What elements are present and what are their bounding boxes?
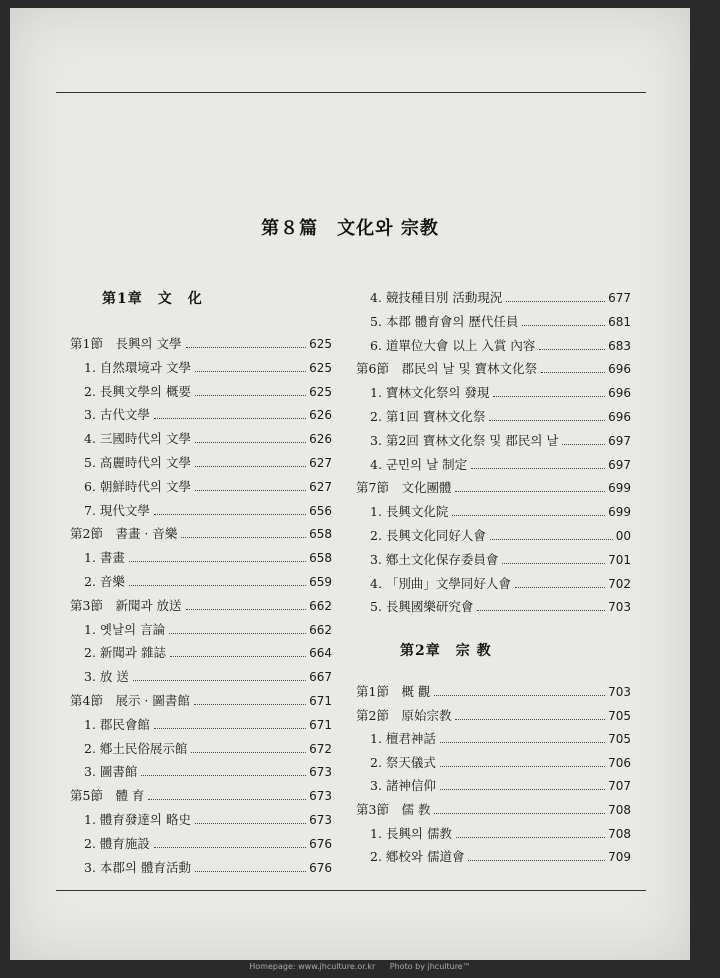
leader-dots bbox=[489, 420, 605, 421]
leader-dots bbox=[129, 585, 306, 586]
toc-entry-label: 1. 長興의 儒教 bbox=[370, 825, 452, 841]
leader-dots bbox=[154, 847, 306, 848]
toc-subentry bbox=[356, 407, 631, 429]
toc-entry-label: 第3節 儒 教 bbox=[356, 802, 431, 817]
toc-page-number: 676 bbox=[309, 836, 332, 851]
leader-dots bbox=[506, 301, 605, 302]
toc-subentry bbox=[70, 739, 332, 761]
toc-page-number: 681 bbox=[608, 314, 631, 329]
top-rule bbox=[56, 92, 646, 93]
toc-entry-label: 7. 現代文學 bbox=[84, 502, 150, 518]
toc-section bbox=[70, 334, 332, 356]
leader-dots bbox=[194, 704, 306, 705]
toc-subentry bbox=[356, 776, 631, 798]
toc-entry-label: 第2節 原始宗教 bbox=[356, 707, 452, 723]
toc-page-number: 677 bbox=[608, 291, 631, 305]
toc-page-number: 658 bbox=[309, 551, 332, 566]
leader-dots bbox=[195, 395, 306, 396]
toc-section bbox=[356, 706, 631, 728]
toc-page-number: 625 bbox=[309, 384, 332, 399]
toc-entry-label: 1. 長興文化院 bbox=[370, 504, 449, 520]
leader-dots bbox=[195, 490, 306, 491]
toc-page-number: 00 bbox=[615, 529, 631, 543]
toc-page-number: 662 bbox=[309, 598, 332, 613]
toc-subentry bbox=[356, 288, 631, 310]
toc-subentry bbox=[70, 762, 332, 784]
toc-page-number: 705 bbox=[608, 708, 631, 723]
toc-entry-label: 1. 自然環境과 文學 bbox=[84, 359, 191, 375]
leader-dots bbox=[434, 813, 605, 814]
toc-page-number: 625 bbox=[309, 360, 332, 375]
toc-entry-label: 2. 體育施設 bbox=[84, 835, 150, 851]
leader-dots bbox=[455, 719, 605, 720]
photo-footer bbox=[0, 962, 720, 971]
leader-dots bbox=[456, 837, 605, 838]
leader-dots bbox=[129, 561, 306, 562]
leader-dots bbox=[169, 633, 306, 634]
toc-entry-label: 4. 競技種目別 活動現況 bbox=[370, 290, 503, 305]
toc-page-number: 627 bbox=[309, 479, 332, 494]
toc-entry-label: 3. 本郡의 體育活動 bbox=[84, 859, 191, 875]
toc-entry-label: 2. 音樂 bbox=[84, 574, 125, 589]
leader-dots bbox=[195, 371, 306, 372]
leader-dots bbox=[195, 442, 306, 443]
toc-entry-label: 第5節 體 育 bbox=[70, 788, 145, 804]
toc-page-number: 658 bbox=[309, 527, 332, 542]
toc-section bbox=[70, 691, 332, 713]
toc-entry-label: 3. 放 送 bbox=[84, 669, 129, 685]
toc-entry-label: 1. 檀君神話 bbox=[370, 731, 436, 747]
toc-section bbox=[356, 478, 631, 500]
footer-homepage: Homepage: www.jhculture.or.kr bbox=[249, 962, 376, 971]
toc-page-number: 667 bbox=[309, 670, 332, 685]
toc-page-number: 671 bbox=[309, 717, 332, 732]
toc-subentry bbox=[70, 834, 332, 856]
leader-dots bbox=[541, 372, 605, 373]
toc-subentry bbox=[70, 667, 332, 689]
toc-page-number: 626 bbox=[309, 408, 332, 423]
toc-entry-label: 1. 寶林文化祭의 發現 bbox=[370, 385, 490, 401]
toc-page-number: 627 bbox=[309, 456, 332, 470]
leader-dots bbox=[191, 752, 306, 753]
toc-page-number: 708 bbox=[608, 826, 631, 841]
toc-subentry bbox=[356, 574, 631, 596]
toc-page-number: 706 bbox=[608, 755, 631, 770]
leader-dots bbox=[455, 491, 605, 492]
toc-page-number: 699 bbox=[608, 505, 631, 520]
leader-dots bbox=[154, 418, 306, 419]
toc-entry-label: 第1節 長興의 文學 bbox=[70, 336, 182, 351]
leader-dots bbox=[502, 563, 605, 564]
toc-subentry bbox=[356, 597, 631, 619]
toc-section bbox=[70, 786, 332, 808]
leader-dots bbox=[515, 587, 605, 588]
toc-subentry bbox=[70, 382, 332, 404]
toc-subentry bbox=[70, 501, 332, 523]
toc-page-number: 673 bbox=[309, 765, 332, 780]
toc-subentry bbox=[356, 502, 631, 524]
leader-dots bbox=[490, 539, 613, 540]
toc-page-number: 696 bbox=[608, 362, 631, 377]
leader-dots bbox=[522, 325, 605, 326]
toc-page-number: 676 bbox=[309, 860, 332, 875]
toc-page-number: 673 bbox=[309, 813, 332, 827]
toc-subentry bbox=[70, 405, 332, 427]
toc-page-number: 703 bbox=[608, 600, 631, 615]
toc-section bbox=[70, 524, 332, 546]
toc-entry-label: 2. 鄕土民俗展示館 bbox=[84, 740, 188, 756]
toc-subentry bbox=[70, 572, 332, 594]
toc-page-number: 672 bbox=[309, 741, 332, 756]
toc-entry-label: 2. 鄕校와 儒道會 bbox=[370, 849, 465, 865]
chapter-heading-culture: 第1章 文 化 bbox=[102, 291, 203, 307]
toc-page-number: 696 bbox=[608, 386, 631, 401]
toc-page-number: 701 bbox=[608, 552, 631, 567]
footer-credit: Photo by jhculture™ bbox=[389, 962, 471, 971]
toc-entry-label: 4. 三國時代의 文學 bbox=[84, 431, 191, 447]
toc-page-number: 671 bbox=[309, 694, 332, 708]
toc-page-number: 656 bbox=[309, 503, 332, 518]
leader-dots bbox=[440, 742, 605, 743]
toc-subentry bbox=[356, 847, 631, 869]
toc-subentry bbox=[356, 824, 631, 846]
toc-entry-label: 1. 옛날의 言論 bbox=[84, 621, 166, 637]
toc-entry-label: 5. 高麗時代의 文學 bbox=[84, 455, 191, 470]
toc-entry-label: 6. 道單位大會 以上 入賞 內容 bbox=[370, 337, 536, 353]
toc-subentry bbox=[70, 477, 332, 499]
toc-section bbox=[70, 596, 332, 618]
leader-dots bbox=[195, 466, 306, 467]
toc-page-number: 696 bbox=[608, 410, 631, 424]
toc-entry-label: 2. 新聞과 雜誌 bbox=[84, 645, 166, 661]
toc-entry-label: 2. 長興文化同好人會 bbox=[370, 528, 486, 543]
leader-dots bbox=[440, 789, 605, 790]
leader-dots bbox=[141, 775, 306, 776]
toc-section bbox=[356, 359, 631, 381]
toc-subentry bbox=[70, 810, 332, 832]
leader-dots bbox=[471, 468, 605, 469]
toc-page-number: 662 bbox=[309, 622, 332, 637]
toc-entry-label: 1. 書畫 bbox=[84, 550, 125, 566]
leader-dots bbox=[170, 656, 306, 657]
leader-dots bbox=[493, 396, 605, 397]
toc-page-number: 699 bbox=[608, 481, 631, 496]
toc-page-number: 683 bbox=[608, 338, 631, 353]
leader-dots bbox=[148, 799, 306, 800]
toc-subentry bbox=[356, 753, 631, 775]
toc-entry-label: 2. 長興文學의 概要 bbox=[84, 383, 191, 399]
toc-page-number: 625 bbox=[309, 337, 332, 351]
toc-entry-label: 3. 圖書館 bbox=[84, 764, 138, 780]
toc-entry-label: 4. 「別曲」文學同好人會 bbox=[370, 575, 511, 591]
leader-dots bbox=[468, 860, 605, 861]
leader-dots bbox=[452, 515, 605, 516]
leader-dots bbox=[195, 871, 306, 872]
toc-subentry bbox=[356, 729, 631, 751]
toc-entry-label: 3. 古代文學 bbox=[84, 407, 150, 423]
toc-entry-label: 1. 體育發達의 略史 bbox=[84, 812, 191, 827]
toc-subentry bbox=[356, 526, 631, 548]
toc-subentry bbox=[70, 358, 332, 380]
bottom-rule bbox=[56, 890, 646, 891]
toc-page-number: 708 bbox=[608, 803, 631, 817]
toc-page-number: 673 bbox=[309, 789, 332, 804]
chapter-heading-religion: 第2章 宗 教 bbox=[400, 643, 492, 659]
leader-dots bbox=[477, 610, 605, 611]
leader-dots bbox=[539, 349, 605, 350]
leader-dots bbox=[133, 680, 306, 681]
toc-subentry bbox=[356, 550, 631, 572]
leader-dots bbox=[154, 728, 306, 729]
toc-page-number: 659 bbox=[309, 575, 332, 589]
toc-subentry bbox=[70, 453, 332, 475]
toc-section bbox=[356, 682, 631, 704]
toc-page-number: 702 bbox=[608, 576, 631, 591]
toc-page-number: 703 bbox=[608, 685, 631, 699]
toc-subentry bbox=[70, 548, 332, 570]
part-title: 第８篇 文化와 宗教 bbox=[261, 218, 439, 239]
toc-entry-label: 第3節 新聞과 放送 bbox=[70, 597, 182, 613]
leader-dots bbox=[186, 347, 307, 348]
toc-entry-label: 3. 諸神信仰 bbox=[370, 778, 436, 794]
toc-entry-label: 2. 第1回 寶林文化祭 bbox=[370, 409, 486, 424]
toc-page-number: 664 bbox=[309, 646, 332, 661]
toc-subentry bbox=[70, 620, 332, 642]
toc-entry-label: 第1節 概 觀 bbox=[356, 684, 431, 699]
toc-subentry bbox=[70, 858, 332, 880]
toc-page-number: 626 bbox=[309, 432, 332, 447]
leader-dots bbox=[195, 823, 306, 824]
toc-section bbox=[356, 800, 631, 822]
toc-entry-label: 5. 本郡 體育會의 歷代任員 bbox=[370, 313, 519, 329]
toc-subentry bbox=[70, 429, 332, 451]
toc-page-number: 697 bbox=[608, 433, 631, 448]
toc-subentry bbox=[356, 312, 631, 334]
toc-entry-label: 2. 祭天儀式 bbox=[370, 754, 436, 770]
leader-dots bbox=[186, 609, 307, 610]
toc-subentry bbox=[356, 431, 631, 453]
toc-entry-label: 第7節 文化團體 bbox=[356, 480, 452, 496]
toc-entry-label: 3. 鄕土文化保存委員會 bbox=[370, 551, 499, 567]
leader-dots bbox=[562, 444, 605, 445]
leader-dots bbox=[434, 695, 605, 696]
toc-subentry bbox=[356, 455, 631, 477]
toc-page-number: 709 bbox=[608, 850, 631, 865]
toc-page-number: 705 bbox=[608, 732, 631, 747]
leader-dots bbox=[181, 537, 306, 538]
toc-entry-label: 1. 郡民會館 bbox=[84, 716, 150, 732]
toc-page-number: 697 bbox=[608, 457, 631, 472]
toc-entry-label: 第6節 郡民의 날 및 寶林文化祭 bbox=[356, 361, 538, 377]
leader-dots bbox=[440, 766, 605, 767]
toc-entry-label: 4. 군민의 날 制定 bbox=[370, 456, 468, 472]
toc-subentry bbox=[70, 715, 332, 737]
leader-dots bbox=[154, 514, 306, 515]
toc-page-number: 707 bbox=[608, 779, 631, 794]
toc-subentry bbox=[70, 643, 332, 665]
toc-entry-label: 5. 長興國樂研究會 bbox=[370, 599, 474, 615]
toc-entry-label: 第2節 書畫 · 音樂 bbox=[70, 526, 178, 542]
toc-subentry bbox=[356, 383, 631, 405]
toc-subentry bbox=[356, 336, 631, 358]
toc-entry-label: 第4節 展示 · 圖書館 bbox=[70, 693, 190, 708]
toc-entry-label: 6. 朝鮮時代의 文學 bbox=[84, 478, 191, 494]
toc-entry-label: 3. 第2回 寶林文化祭 및 郡民의 날 bbox=[370, 432, 559, 448]
book-page bbox=[10, 8, 690, 960]
